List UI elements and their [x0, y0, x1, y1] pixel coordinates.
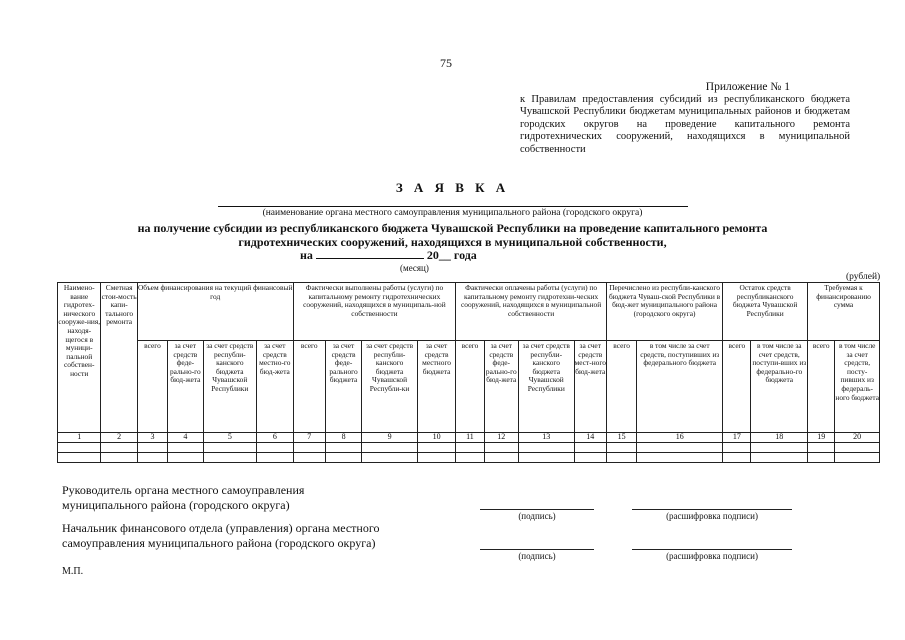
sub-header-c5: за счет средств республи-канского бюджета Чувашской Республики — [203, 341, 257, 433]
sub-header-c15: всего — [606, 341, 636, 433]
col-num: 9 — [362, 433, 418, 443]
sub-header-c11: всего — [456, 341, 484, 433]
col-num: 19 — [808, 433, 835, 443]
col-num: 13 — [518, 433, 574, 443]
col-num: 10 — [417, 433, 455, 443]
finance-decoding-line — [632, 549, 792, 550]
head-decoding-line — [632, 509, 792, 510]
sub-header-c9: за счет средств республи-канского бюджета Чувашской Республи-ки — [362, 341, 418, 433]
col-num: 11 — [456, 433, 484, 443]
head-decoding-caption: (расшифровка подписи) — [666, 511, 758, 521]
col-num: 3 — [137, 433, 167, 443]
col-num: 16 — [637, 433, 723, 443]
sub-header-c4: за счет средств феде-рально-го бюд-жета — [168, 341, 203, 433]
col-num: 15 — [606, 433, 636, 443]
year-text: 20__ года — [426, 248, 477, 262]
col-num: 17 — [723, 433, 751, 443]
head-label-line-1: Руководитель органа местного самоуправления — [62, 483, 305, 497]
month-blank — [316, 248, 424, 259]
col-num: 1 — [58, 433, 101, 443]
appendix-title: Приложение № 1 — [705, 81, 790, 93]
org-name-line — [218, 206, 688, 207]
appendix-text: к Правилам предоставления субсидий из республиканского бюджета Чувашской Республики бюджетам муниципальных районов и бюджетам городских округов на проведение капитального ремонта гидротехнических сооружений, находящихся в муниципальной собственности — [520, 93, 850, 155]
appendix-block — [520, 81, 850, 157]
col-num: 6 — [257, 433, 293, 443]
month-caption: (месяц) — [400, 263, 429, 273]
head-signature-caption: (подпись) — [518, 511, 556, 521]
sub-header-c13: за счет средств республи-канского бюджета Чувашской Республики — [518, 341, 574, 433]
date-line — [300, 248, 477, 263]
col-balance-header: Остаток средств республиканского бюджета Чувашской Республики — [723, 283, 808, 341]
page-number: 75 — [440, 56, 452, 70]
purpose-line-2: гидротехнических сооружений, находящихся в муниципальной собственности, — [238, 235, 667, 249]
head-signature-label — [62, 483, 304, 513]
col-num: 18 — [751, 433, 808, 443]
col-financing-volume-header: Объем финансирования на текущий финансовый год — [137, 283, 293, 341]
seal-placeholder: М.П. — [62, 566, 84, 577]
sub-header-c14: за счет средств мест-ного бюд-жета — [574, 341, 606, 433]
table-row — [58, 443, 880, 453]
finance-label-line-2: самоуправления муниципального района (городского округа) — [62, 536, 376, 550]
col-required-amount-header: Требуемая к финансированию сумма — [808, 283, 880, 341]
finance-signature-line — [480, 549, 594, 550]
sub-header-c18: в том числе за счет средств, поступи-вших из федерально-го бюджета — [751, 341, 808, 433]
application-table — [57, 282, 880, 463]
finance-signature-label — [62, 521, 379, 551]
table-row — [58, 453, 880, 463]
org-name-caption: (наименование органа местного самоуправления муниципального района (городского округа) — [262, 208, 643, 218]
sub-header-c10: за счет средств местного бюджета — [417, 341, 455, 433]
sub-header-c19: всего — [808, 341, 835, 433]
column-number-row — [58, 433, 880, 443]
col-num: 20 — [835, 433, 880, 443]
col-works-paid-header: Фактически оплачены работы (услуги) по капитальному ремонту гидротехни-ческих сооружений, находящихся в муниципальной собственности — [456, 283, 607, 341]
col-num: 12 — [484, 433, 518, 443]
col-works-performed-header: Фактически выполнены работы (услуги) по капитальному ремонту гидротехнических сооружений, находящихся в муниципаль-ной собственности — [293, 283, 456, 341]
sub-header-c20: в том числе за счет средств, посту-пивших из федераль-ного бюджета — [835, 341, 880, 433]
purpose-line-1: на получение субсидии из республиканского бюджета Чувашской Республики на проведение капитального ремонта — [137, 221, 768, 235]
finance-signature-caption: (подпись) — [518, 551, 556, 561]
head-label-line-2: муниципального района (городского округа) — [62, 498, 290, 512]
sub-header-c7: всего — [293, 341, 325, 433]
col-num: 5 — [203, 433, 257, 443]
currency-note: (рублей) — [846, 272, 881, 282]
col-num: 2 — [101, 433, 137, 443]
sub-header-c16: в том числе за счет средств, поступивших из федерального бюджета — [637, 341, 723, 433]
sub-header-c8: за счет средств феде-рального бюджета — [325, 341, 361, 433]
head-signature-line — [480, 509, 594, 510]
sub-header-c17: всего — [723, 341, 751, 433]
finance-decoding-caption: (расшифровка подписи) — [666, 551, 758, 561]
na-prefix: на — [300, 248, 313, 262]
document-title: З А Я В К А — [395, 180, 510, 195]
sub-header-c12: за счет средств феде-рально-го бюд-жета — [484, 341, 518, 433]
finance-label-line-1: Начальник финансового отдела (управления) органа местного — [62, 521, 380, 535]
col-num: 8 — [325, 433, 361, 443]
col-object-name-header: Наимено-вание гидротех-нического сооруже-ния, находя-щегося в муници-пальной собствен-ности — [58, 283, 101, 433]
sub-header-c6: за счет средств местно-го бюд-жета — [257, 341, 293, 433]
col-num: 14 — [574, 433, 606, 443]
col-num: 4 — [168, 433, 203, 443]
sub-header-c3: всего — [137, 341, 167, 433]
col-num: 7 — [293, 433, 325, 443]
col-estimate-header: Сметная стои-мость капи-тального ремонта — [101, 283, 137, 433]
col-transferred-header: Перечислено из республи-канского бюджета Чуваш-ской Республики в бюд-жет муниципального района (городского округа) — [606, 283, 722, 341]
